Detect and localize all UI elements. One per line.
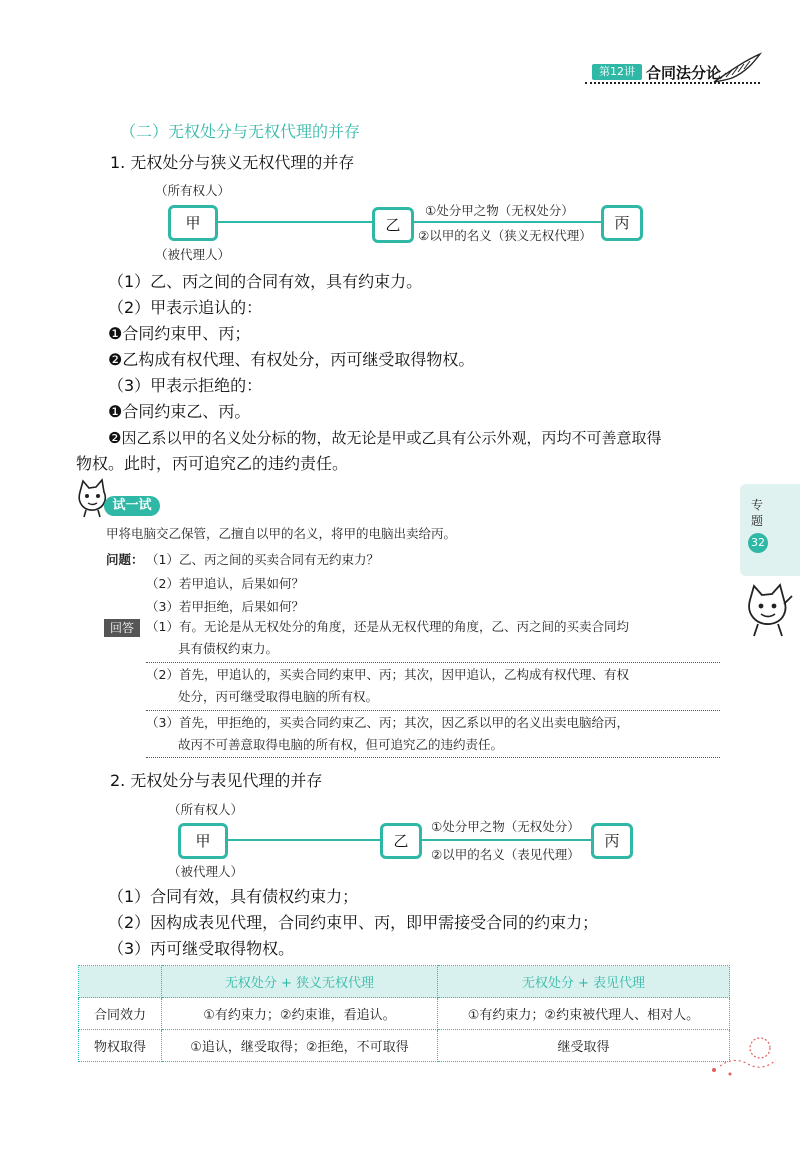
- table-row-label: 合同效力: [79, 998, 162, 1030]
- diagram2-node-jia: 甲: [178, 823, 228, 859]
- diagram1-connector-bc: [411, 221, 601, 223]
- side-tab: [740, 484, 800, 576]
- diagram2-upper-text: ①处分甲之物（无权处分）: [431, 819, 580, 834]
- part1-line-6: ❶合同约束乙、丙。: [108, 402, 251, 421]
- diagram1-lower-text: ②以甲的名义（狭义无权代理）: [418, 228, 592, 243]
- corner-stamp-decoration: [700, 1030, 780, 1078]
- part2-line-1: （1）合同有效，具有债权约束力；: [108, 887, 359, 906]
- side-tab-label: 专题: [751, 498, 764, 528]
- diagram1-node-jia: 甲: [168, 205, 218, 241]
- table-header-row: [79, 966, 730, 998]
- question-label: 问题：: [106, 552, 144, 567]
- part2-heading: 2. 无权处分与表见代理的并存: [110, 771, 323, 790]
- table-cell: ①有约束力；②约束谁，看追认。: [162, 998, 438, 1030]
- table-row: [79, 998, 730, 1030]
- table-cell: ①追认，继受取得；②拒绝，不可取得: [162, 1030, 438, 1062]
- part1-line-5: （3）甲表示拒绝的：: [108, 376, 263, 395]
- answer-divider-2: [146, 710, 720, 711]
- part1-line-3: ❶合同约束甲、丙；: [108, 324, 251, 343]
- table-header-cell: [79, 966, 162, 998]
- side-cartoon-cat-icon: [742, 582, 794, 638]
- part1-line-7: ❷因乙系以甲的名义处分标的物，故无论是甲或乙具有公示外观，丙均不可善意取得: [108, 429, 662, 447]
- table-row-label: 物权取得: [79, 1030, 162, 1062]
- answer-2-line-1: （2）首先，甲追认的，买卖合同约束甲、丙；其次，因甲追认，乙构成有权代理、有权: [146, 667, 629, 682]
- diagram2-node-bing: 丙: [591, 823, 633, 859]
- question-2: （2）若甲追认，后果如何？: [146, 576, 304, 591]
- diagram1-bottom-label: （被代理人）: [155, 247, 231, 262]
- table-header-cell: 无权处分 + 狭义无权代理: [162, 966, 438, 998]
- part1-line-1: （1）乙、丙之间的合同有效，具有约束力。: [108, 272, 423, 291]
- part1-heading: 1. 无权处分与狭义无权代理的并存: [110, 153, 355, 172]
- comparison-table: [78, 965, 730, 1062]
- diagram2-bottom-label: （被代理人）: [168, 864, 244, 879]
- answer-divider-1: [146, 662, 720, 663]
- question-3: （3）若甲拒绝，后果如何？: [146, 599, 304, 614]
- side-tab-number: 32: [748, 533, 768, 553]
- try-it-tag: 试一试: [104, 496, 160, 516]
- table-cell: ①有约束力；②约束被代理人、相对人。: [437, 998, 729, 1030]
- answer-3-line-1: （3）首先，甲拒绝的，买卖合同约束乙、丙；其次，因乙系以甲的名义出卖电脑给丙，: [146, 715, 629, 730]
- question-1: （1）乙、丙之间的买卖合同有无约束力？: [146, 552, 379, 567]
- diagram1-node-yi: 乙: [372, 207, 414, 243]
- feather-icon: [712, 52, 762, 84]
- diagram1-node-bing: 丙: [601, 205, 643, 241]
- table-header-cell: 无权处分 + 表见代理: [437, 966, 729, 998]
- part1-line-4: ❷乙构成有权代理、有权处分，丙可继受取得物权。: [108, 350, 475, 369]
- part1-line-8: 物权。此时，丙可追究乙的违约责任。: [76, 454, 349, 473]
- diagram2-lower-text: ②以甲的名义（表见代理）: [431, 847, 580, 862]
- answer-1-line-1: （1）有。无论是从无权处分的角度，还是从无权代理的角度，乙、丙之间的买卖合同均: [146, 619, 629, 634]
- diagram2-node-yi: 乙: [380, 823, 422, 859]
- diagram2-connector-ab: [225, 839, 380, 841]
- answer-1-line-2: 具有债权约束力。: [178, 641, 279, 656]
- table-cell: 继受取得: [437, 1030, 729, 1062]
- part1-line-2: （2）甲表示追认的：: [108, 298, 263, 317]
- chapter-badge: 第12讲: [592, 64, 642, 80]
- cartoon-cat-icon: [74, 478, 110, 518]
- try-it-case: 甲将电脑交乙保管，乙擅自以甲的名义，将甲的电脑出卖给丙。: [106, 526, 457, 541]
- part2-line-3: （3）丙可继受取得物权。: [108, 939, 295, 958]
- answer-divider-3: [146, 757, 720, 758]
- diagram1-connector-ab: [215, 221, 372, 223]
- diagram1-top-label: （所有权人）: [155, 183, 231, 198]
- chapter-title: 合同法分论: [646, 64, 722, 82]
- answer-tag: 回答: [104, 619, 140, 637]
- table-row: [79, 1030, 730, 1062]
- diagram2-top-label: （所有权人）: [168, 802, 244, 817]
- answer-3-line-2: 故丙不可善意取得电脑的所有权，但可追究乙的违约责任。: [178, 737, 504, 752]
- answer-2-line-2: 处分，丙可继受取得电脑的所有权。: [178, 689, 379, 704]
- section-title: （二）无权处分与无权代理的并存: [120, 122, 361, 141]
- diagram2-connector-bc: [419, 839, 591, 841]
- part2-line-2: （2）因构成表见代理，合同约束甲、丙，即甲需接受合同的约束力；: [108, 913, 599, 932]
- diagram1-upper-text: ①处分甲之物（无权处分）: [425, 203, 574, 218]
